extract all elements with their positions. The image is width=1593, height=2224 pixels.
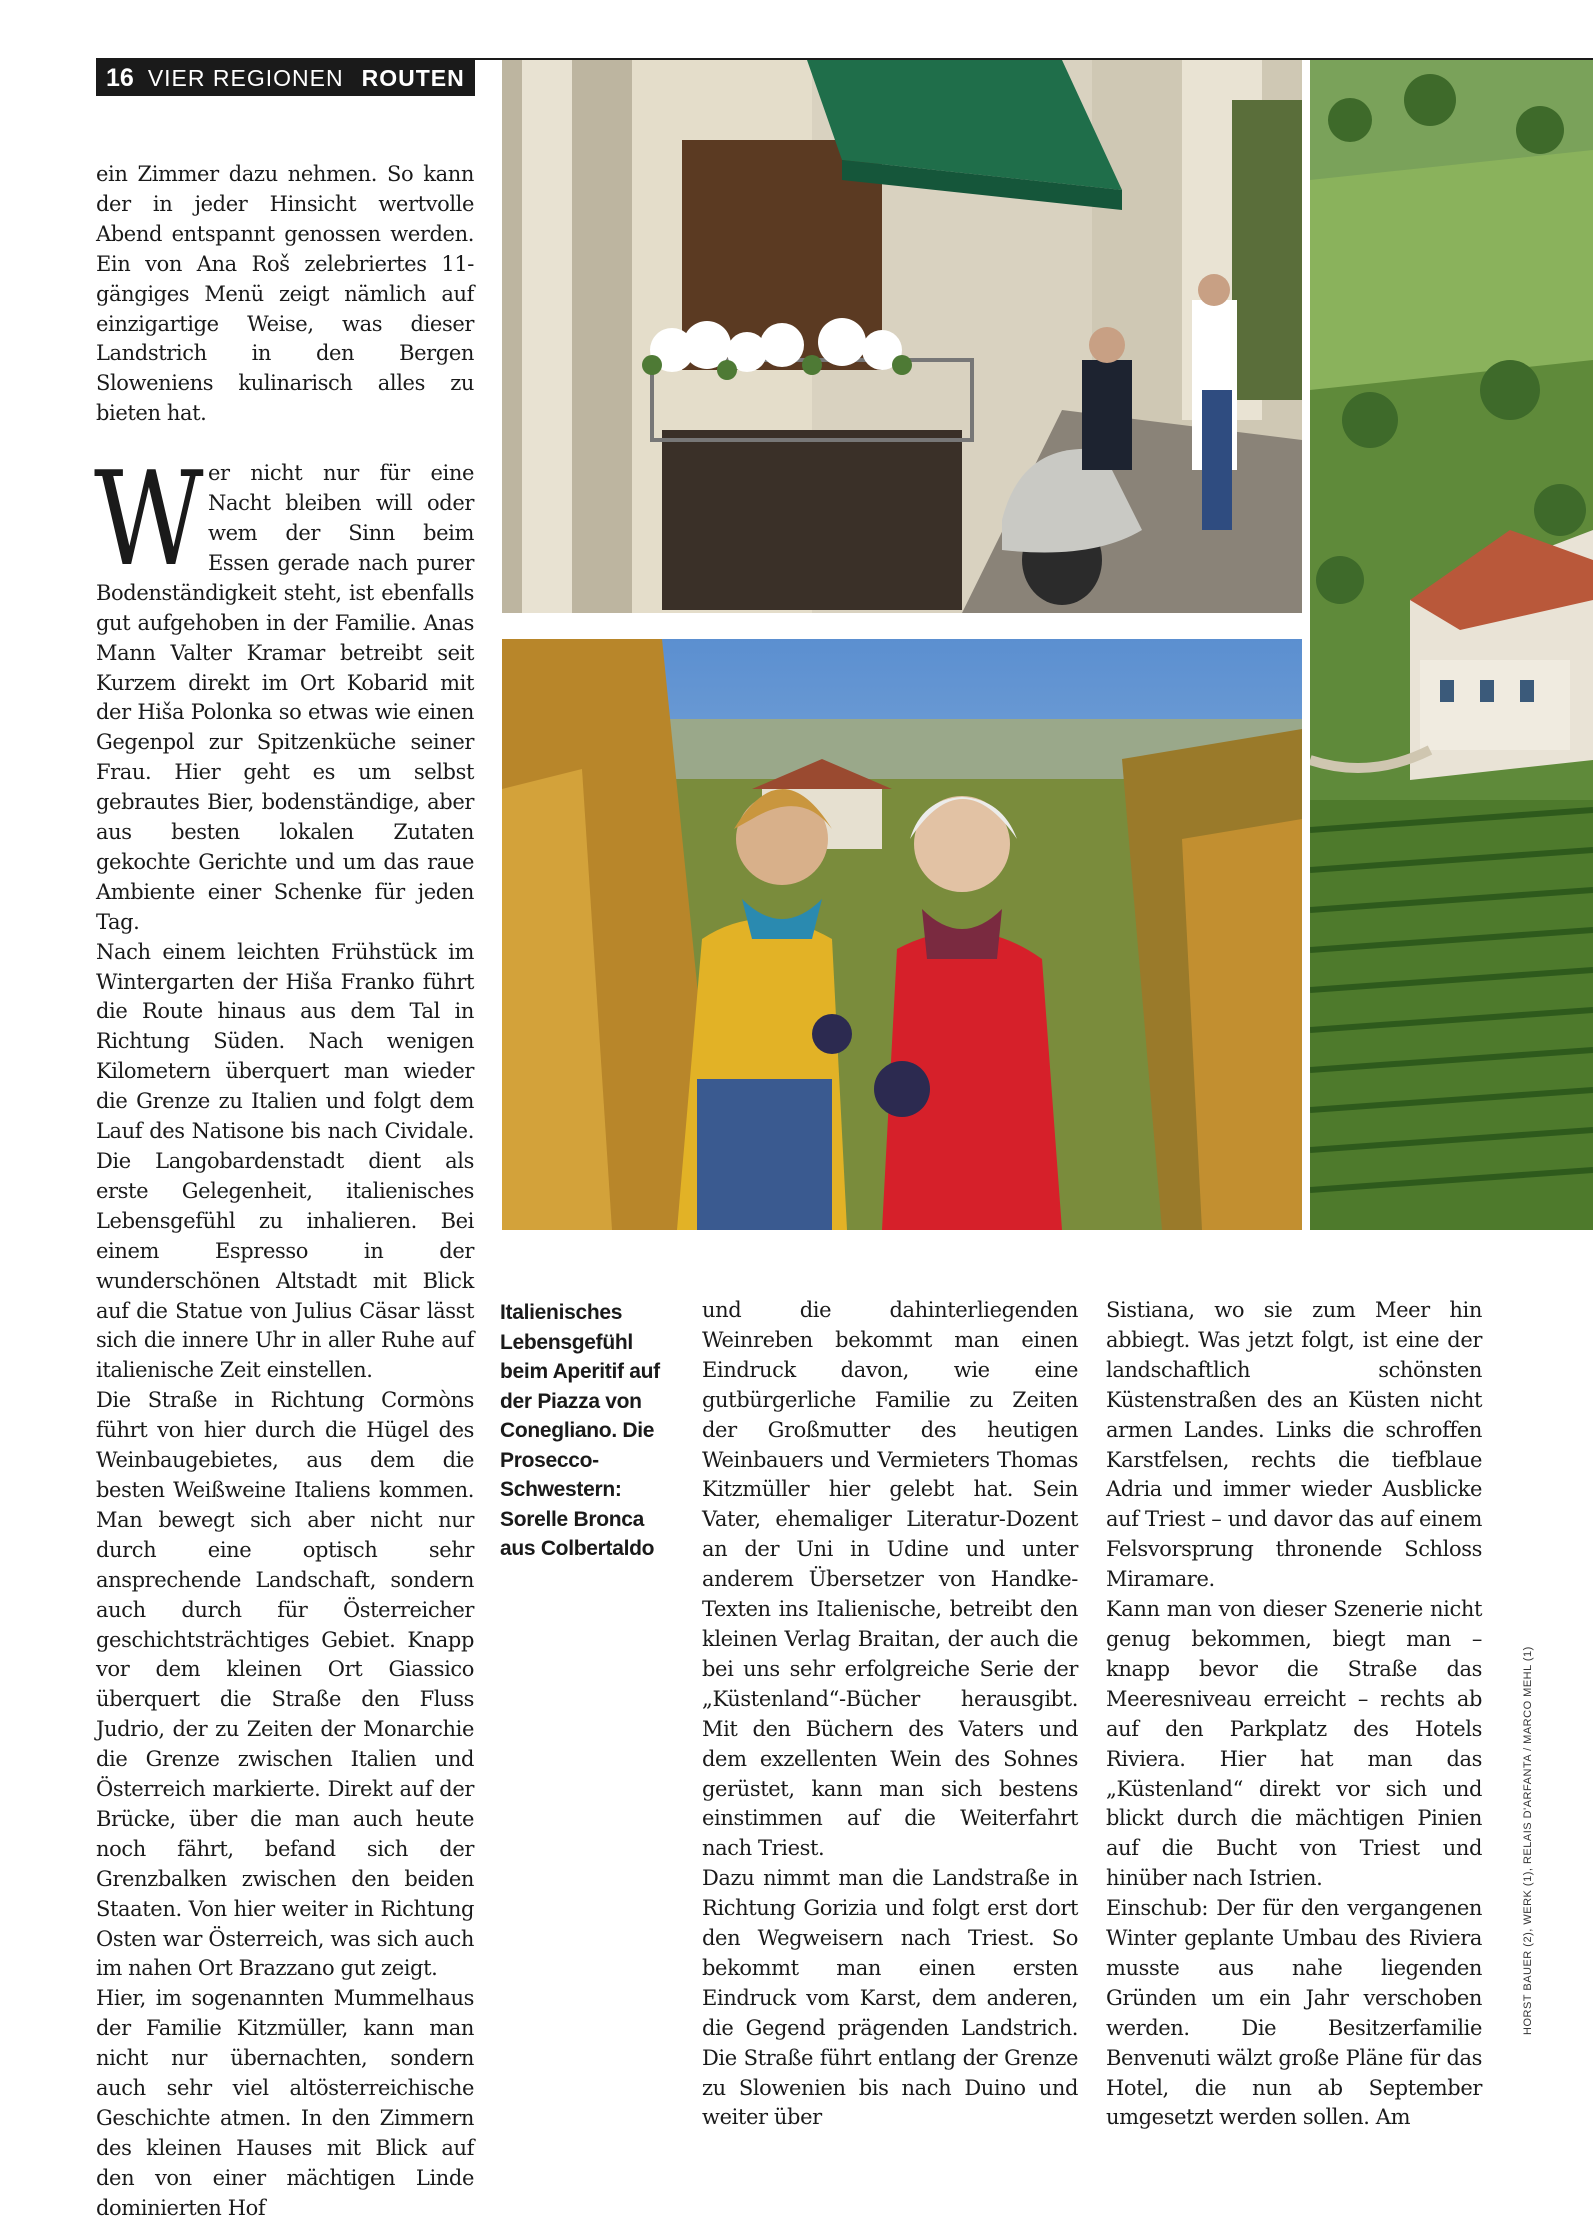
drop-cap: W [94, 443, 204, 596]
photo-prosecco-sisters [502, 639, 1302, 1230]
page-header [96, 60, 475, 96]
paragraph: Die Straße in Richtung Cormòns führt von hier durch die Hügel des Weinbaugebietes, aus dem die besten Weißweine Italiens kommen. Man bewegt sich aber nicht nur durch eine optisch sehr ansprechende Landschaft, sondern auch durch für Österreicher geschichtsträchtiges Gebiet. Knapp vor dem kleinen Ort Giassico überquert die Straße den Fluss Judrio, der zu Zeiten der Monarchie die Grenze zwischen Italien und Österreich markierte. Direkt auf der Brücke, über die man auch heute noch fährt, befand sich der Grenzbalken zwischen den beiden Staaten. Von hier weiter in Richtung Osten war Österreich, was sich auch im nahen Ort Brazzano gut zeigt. [96, 1388, 474, 1981]
photo-villa-vineyards [1310, 60, 1593, 1230]
paragraph: und die dahinterliegenden Weinreben bekommt man einen Eindruck davon, wie eine gutbürgerliche Familie zu Zeiten der Großmutter des heutigen Weinbauers und Vermieters Thomas Kitzmüller hier gelebt hat. Sein Vater, ehemaliger Literatur-Dozent an der Uni in Udine und unter anderem Übersetzer von Handke-Texten ins Italienische, betreibt den kleinen Verlag Braitan, der auch die bei uns sehr erfolgreiche Serie der „Küstenland“-Bücher herausgibt. Mit den Büchern des Vaters und dem exzellenten Wein des Sohnes gerüstet, kann man sich bestens einstimmen auf die Weiterfahrt nach Triest. [702, 1298, 1078, 1861]
photo-piazza-aperitif [502, 60, 1302, 613]
intro-paragraph: ein Zimmer dazu nehmen. So kann der in jeder Hinsicht wertvolle Abend entspannt genossen werden. Ein von Ana Roš zelebriertes 11-gängiges Menü zeigt nämlich auf einzigartige Weise, was dieser Landstrich in den Bergen Sloweniens kulinarisch alles zu bieten hat. [96, 162, 474, 426]
paragraph: Einschub: Der für den vergangenen Winter geplante Umbau des Riviera musste aus nahe liegenden Gründen um ein Jahr verschoben werden. Die Besitzerfamilie Benvenuti wälzt große Pläne für das Hotel, die nun ab September umgesetzt werden sollen. Am [1106, 1896, 1482, 2130]
paragraph: Kann man von dieser Szenerie nicht genug bekommen, biegt man – knapp bevor die Straße das Meeresniveau erreicht – rechts ab auf den Parkplatz des Hotels Riviera. Hier hat man das „Küstenland“ direkt vor sich und blickt durch die mächtigen Pinien auf die Bucht von Triest und hinüber nach Istrien. [1106, 1597, 1482, 1891]
paragraph: Dazu nimmt man die Landstraße in Richtung Gorizia und folgt erst dort den Wegweisern nach Triest. So bekommt man einen ersten Eindruck vom Karst, dem anderen, die Gegend prägenden Landstrich. Die Straße führt entlang der Grenze zu Slowenien bis nach Duino und weiter über [702, 1866, 1078, 2130]
dropcap-paragraph [94, 443, 474, 938]
text-column-3 [1106, 1296, 1482, 2133]
category-label: ROUTEN [361, 64, 465, 91]
paragraph-text: er nicht nur für eine Nacht bleiben will oder wem der Sinn beim Essen gerade nach purer Bodenständigkeit steht, ist ebenfalls gut aufgehoben in der Familie. Anas Mann Valter Kramar betreibt seit Kurzem direkt im Ort Kobarid mit der Hiša Polonka so etwas wie einen Gegenpol zur Spitzenküche seiner Frau. Hier geht es um selbst gebrautes Bier, bodenständige, aber aus besten lokalen Zutaten gekochte Gerichte und um das raue Ambiente einer Schenke für jeden Tag. [96, 461, 474, 934]
page-number: 16 [106, 63, 134, 92]
text-column-1 [96, 160, 474, 2224]
section-title: VIER REGIONEN [147, 64, 344, 91]
photo-credit: HORST BAUER (2), WERK (1), RELAIS D'ARFANTA / MARCO MEHL (1) [1522, 1646, 1534, 2035]
paragraph: Sistiana, wo sie zum Meer hin abbiegt. Was jetzt folgt, ist eine der landschaftlich schönsten Küstenstraßen des an Küsten nicht armen Landes. Links die schroffen Karstfelsen, rechts die tiefblaue Adria und immer wieder Ausblicke auf Triest – und davor das auf einem Felsvorsprung thronende Schloss Miramare. [1106, 1298, 1482, 1592]
paragraph: Hier, im sogenannten Mummelhaus der Familie Kitzmüller, kann man nicht nur übernachten, sondern auch sehr viel altösterreichische Geschichte atmen. In den Zimmern des kleinen Hauses mit Blick auf den von einer mächtigen Linde dominierten Hof [96, 1986, 474, 2220]
photo-caption: Italienisches Lebensgefühl beim Aperitif auf der Piazza von Conegliano. Die Prosecco-Schwestern: Sorelle Bronca aus Colbertaldo [500, 1301, 660, 1560]
paragraph: Nach einem leichten Frühstück im Wintergarten der Hiša Franko führt die Route hinaus aus dem Tal in Richtung Süden. Nach wenigen Kilometern überquert man wieder die Grenze zu Italien und folgt dem Lauf des Natisone bis nach Cividale. Die Langobardenstadt dient als erste Gelegenheit, italienisches Lebensgefühl zu inhalieren. Bei einem Espresso in der wunderschönen Altstadt mit Blick auf die Statue von Julius Cäsar lässt sich die innere Uhr in aller Ruhe auf italienische Zeit einstellen. [96, 939, 474, 1383]
text-column-2 [702, 1296, 1078, 2133]
